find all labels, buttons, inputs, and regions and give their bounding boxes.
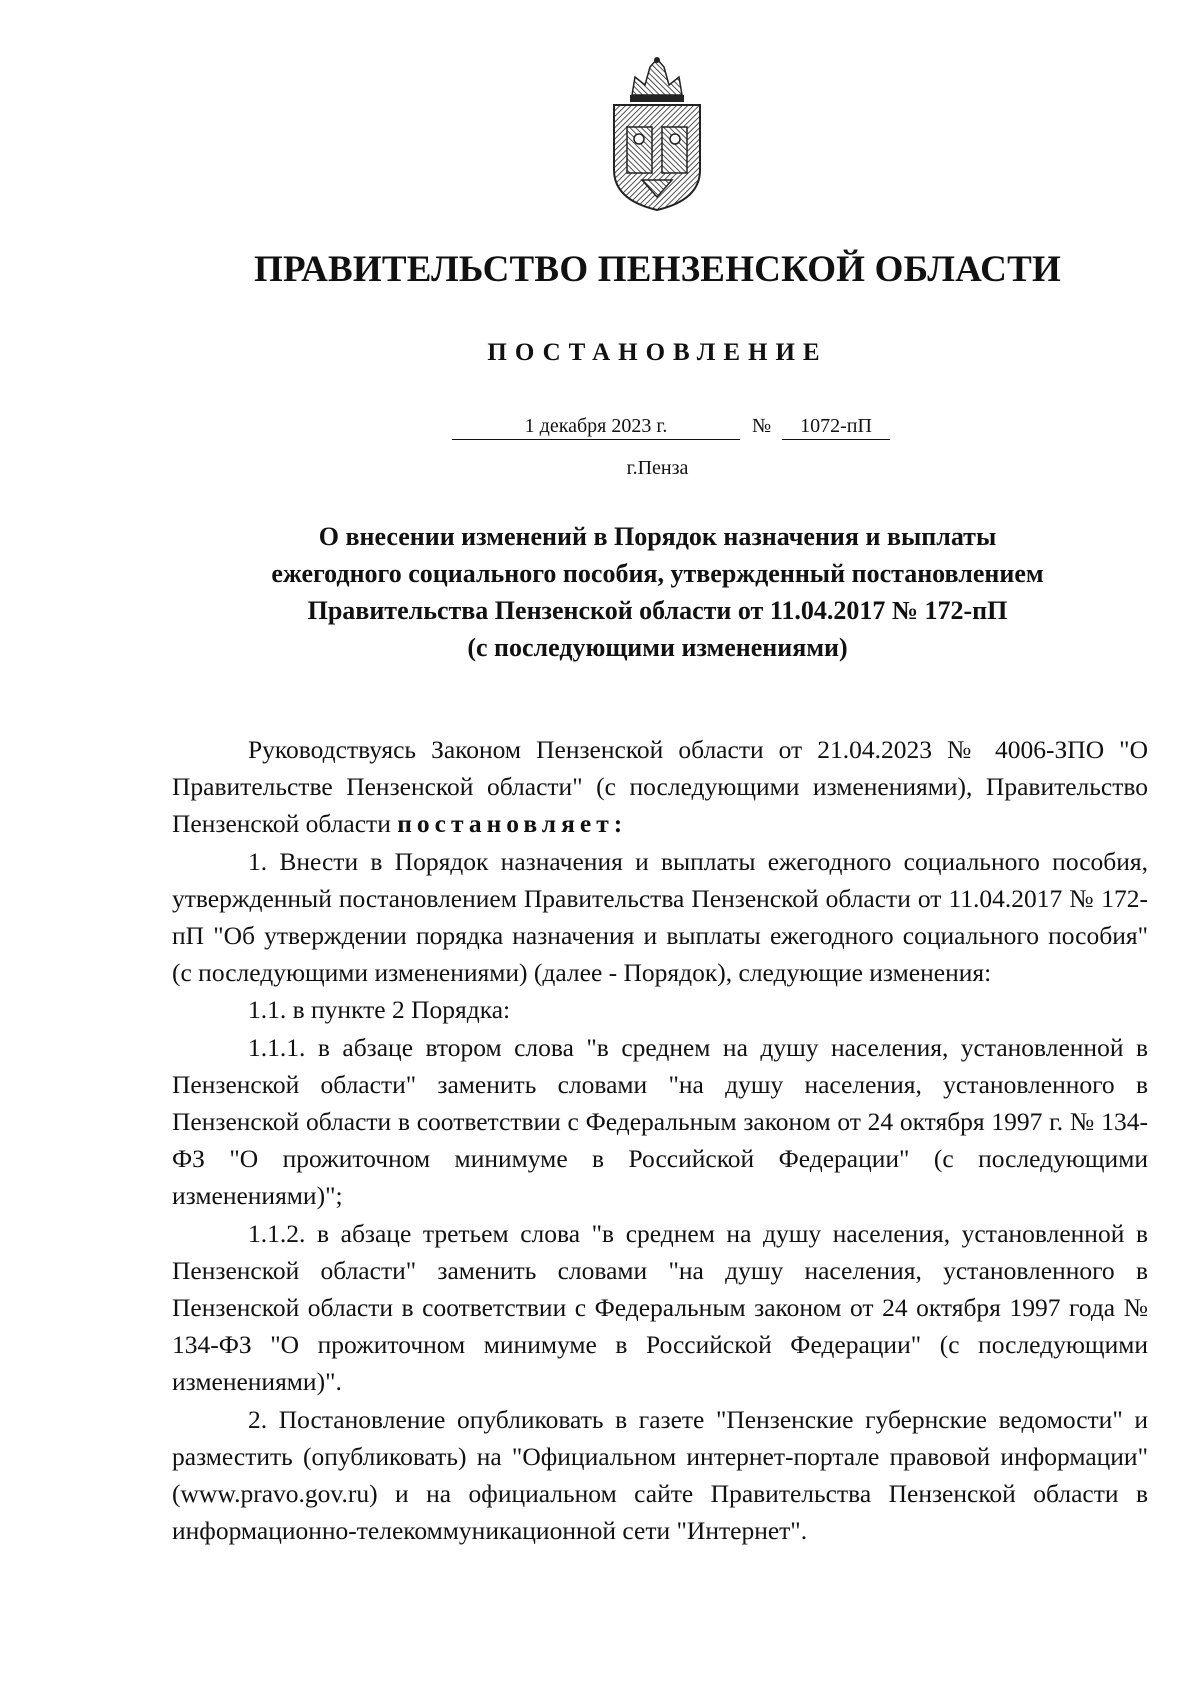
coat-of-arms-emblem	[602, 55, 712, 215]
paragraph-1-1-1: 1.1.1. в абзаце втором слова "в среднем на душу населения, установленной в Пензенской области" заменить словами "на душу населения, установленного в Пензенской области в соответствии с Федеральным законом от 24 октября 1997 г. № 134-ФЗ "О прожиточном минимуме в Российской Федерации" (с последующими изменениями)";	[172, 1032, 1148, 1211]
city: г.Пенза	[626, 457, 689, 479]
subject-line: О внесении изменений в Порядок назначения и выплаты	[318, 522, 997, 551]
preamble-text: Руководствуясь Законом Пензенской области от 21.04.2023 № 4006-ЗПО "О Правительстве Пензенской области" (с последующими изменениями), Правительство Пензенской области	[172, 735, 1148, 839]
number-sign: №	[752, 415, 772, 437]
paragraph-2: 2. Постановление опубликовать в газете "Пензенские губернские ведомости" и разместить (опубликовать) на "Официальном интернет-портале правовой информации" (www.pravo.gov.ru) и на официальном сайте Правительства Пензенской области в информационно-телекоммуникационной сети "Интернет".	[172, 1404, 1148, 1546]
decree-word: постановляет:	[397, 809, 628, 839]
government-title: ПРАВИТЕЛЬСТВО ПЕНЗЕНСКОЙ ОБЛАСТИ	[254, 249, 1061, 290]
decree-number: 1072-пП	[782, 413, 890, 440]
paragraph-1: 1. Внести в Порядок назначения и выплаты ежегодного социального пособия, утвержденный постановлением Правительства Пензенской области от 11.04.2017 № 172-пП "Об утверждении порядка назначения и выплаты ежегодного социального пособия" (с последующими изменениями) (далее - Порядок), следующие изменения:	[172, 846, 1148, 988]
decree-subject	[180, 518, 1135, 666]
decree-body	[172, 731, 1148, 1549]
decree-date: 1 декабря 2023 г.	[452, 413, 740, 440]
paragraph-1-1: 1.1. в пункте 2 Порядка:	[248, 995, 511, 1025]
preamble-paragraph	[172, 731, 1148, 843]
subject-line: ежегодного социального пособия, утвержденный постановлением	[271, 559, 1044, 588]
subject-line: Правительства Пензенской области от 11.04.2017 № 172-пП	[307, 596, 1008, 625]
paragraph-1-1-2: 1.1.2. в абзаце третьем слова "в среднем на душу населения, установленной в Пензенской области" заменить словами "на душу населения, установленного в Пензенской области в соответствии с Федеральным законом от 24 октября 1997 года № 134-ФЗ "О прожиточном минимуме в Российской Федерации" (с последующими изменениями)".	[172, 1218, 1148, 1397]
subject-line: (с последующими изменениями)	[467, 633, 848, 662]
document-type: ПОСТАНОВЛЕНИЕ	[487, 339, 828, 366]
